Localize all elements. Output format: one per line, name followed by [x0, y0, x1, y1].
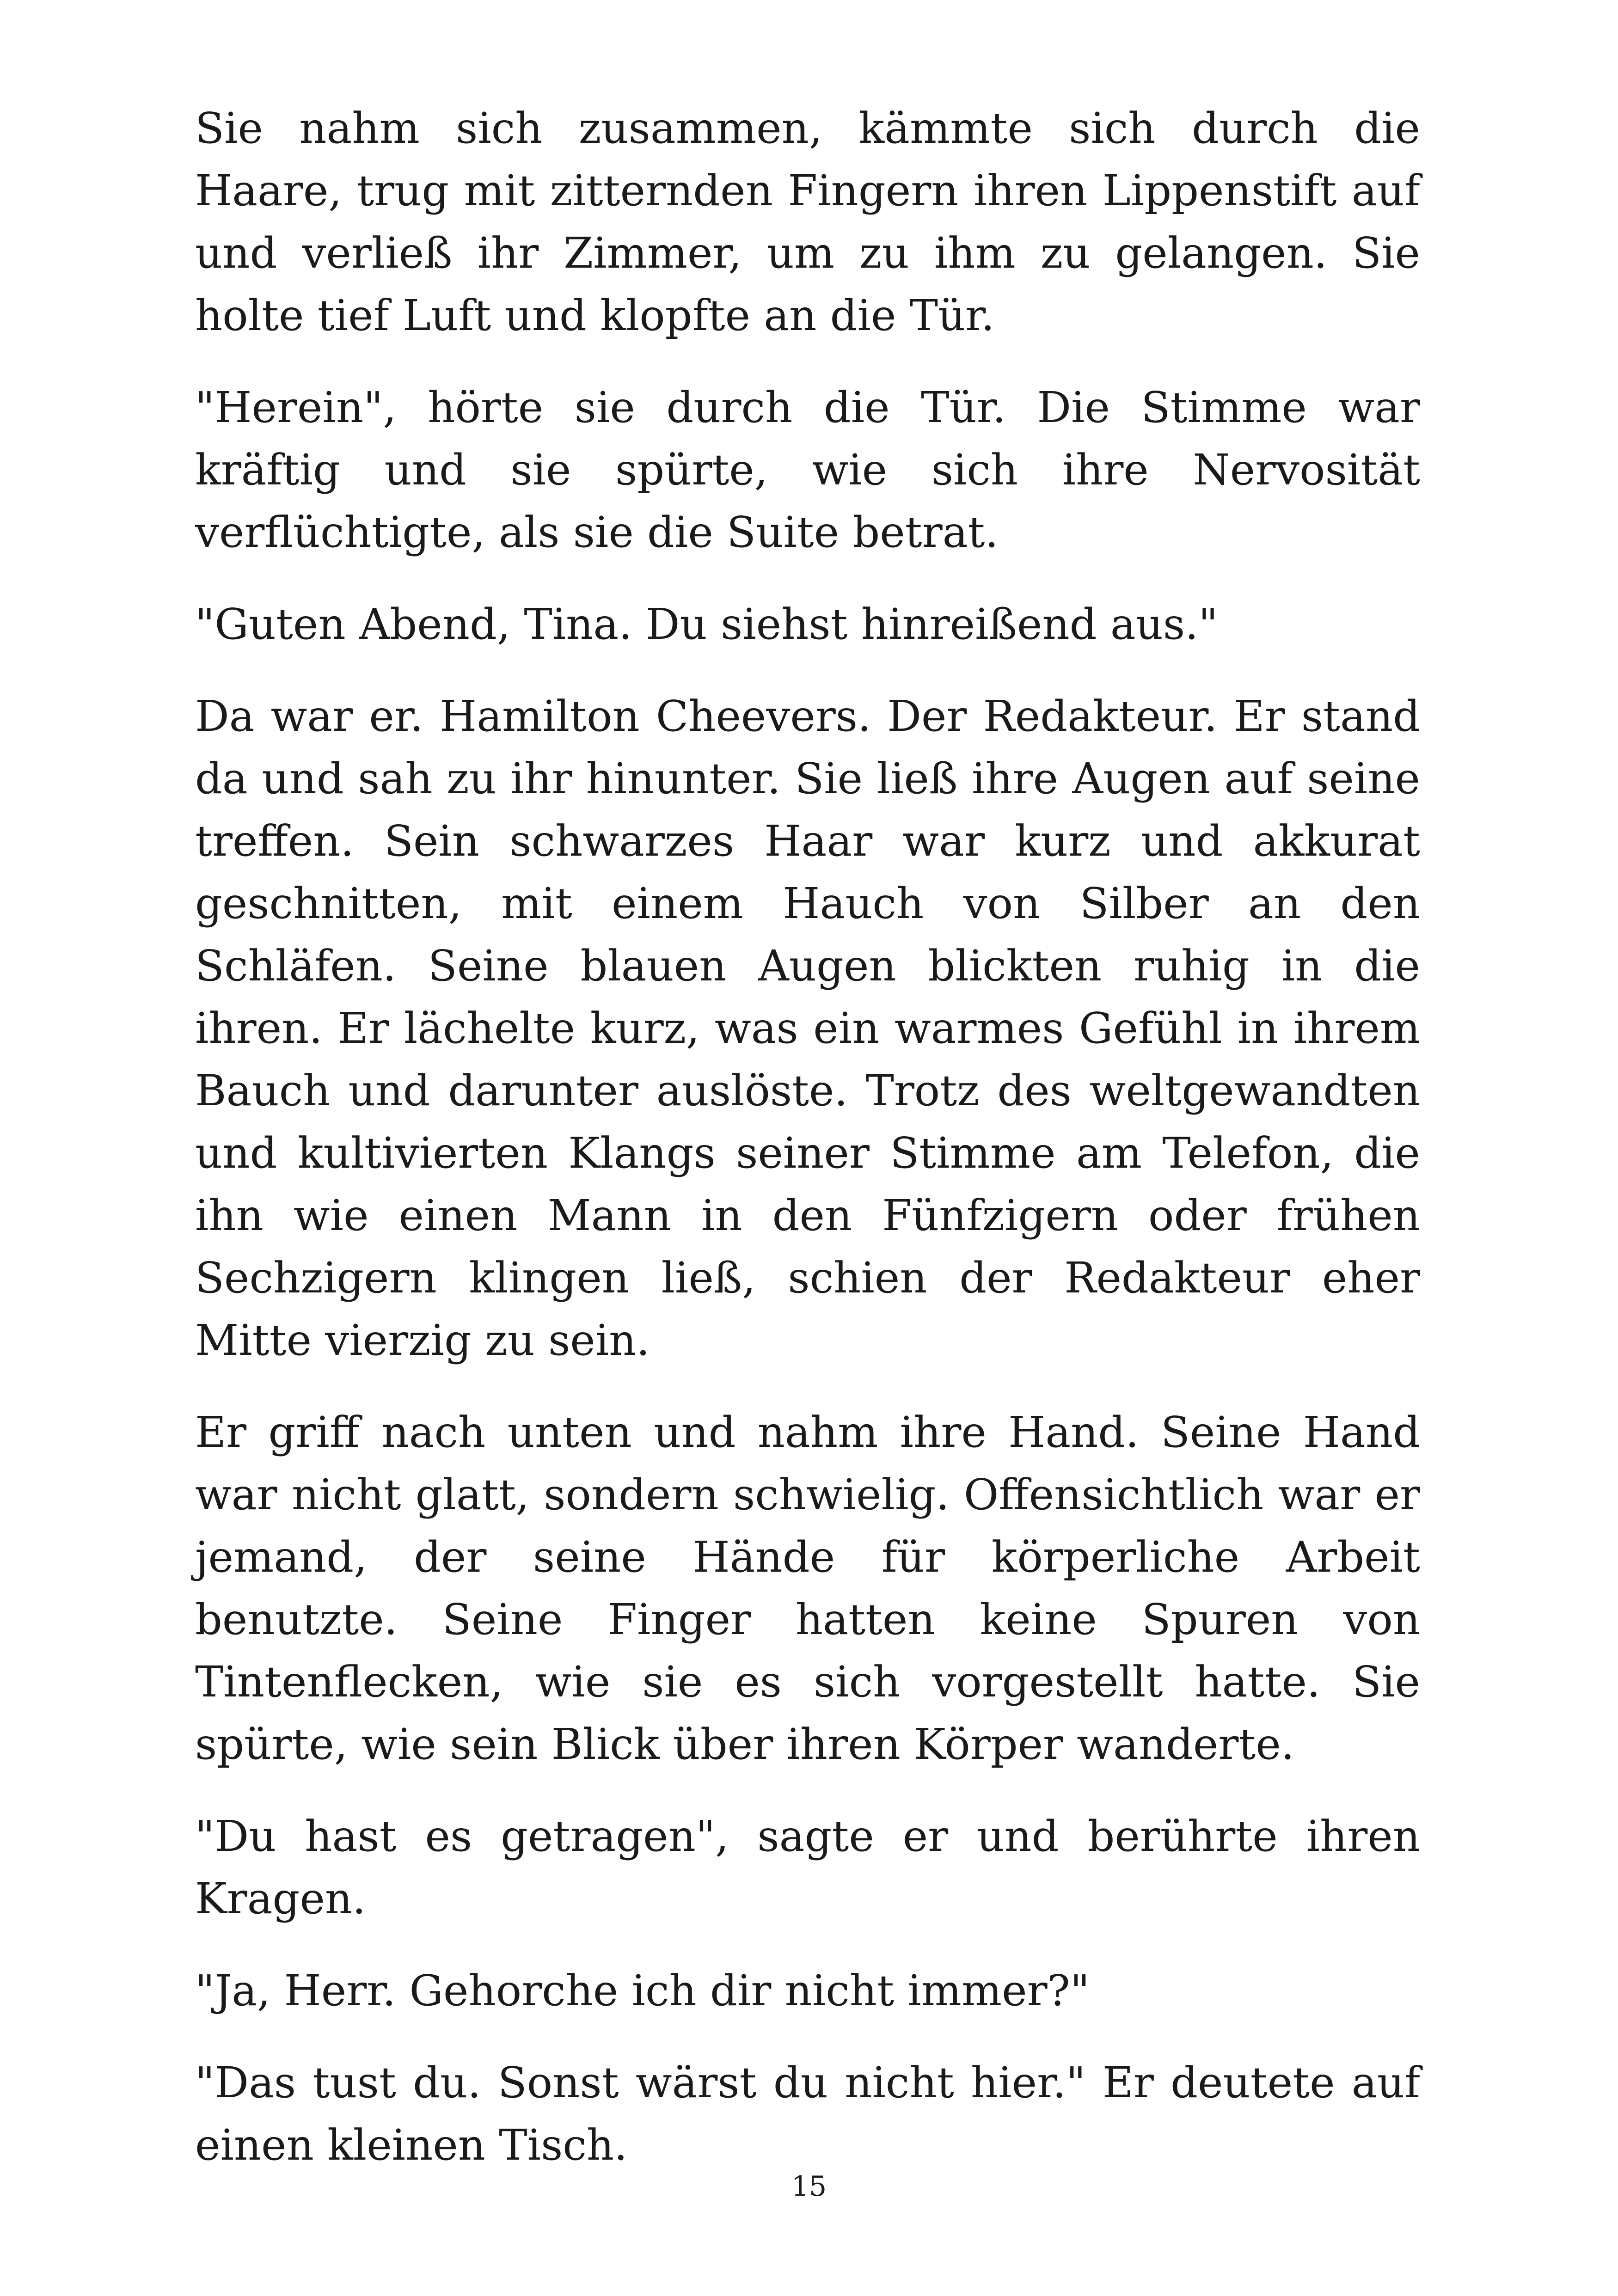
paragraph: Da war er. Hamilton Cheevers. Der Redakteur. Er stand da und sah zu ihr hinunter. Sie ließ ihre Augen auf seine treffen. Sein schwarzes Haar war kurz und akkurat geschnitten, mit einem Hauch von Silber an den Schläfen. Seine blauen Augen blickten ruhig in die ihren. Er lächelte kurz, was ein warmes Gefühl in ihrem Bauch und darunter auslöste. Trotz des weltgewandten und kultivierten Klangs seiner Stimme am Telefon, die ihn wie einen Mann in den Fünfzigern oder frühen Sechzigern klingen ließ, schien der Redakteur eher Mitte vierzig zu sein. [195, 692, 1420, 1365]
page-number: 15 [791, 2170, 827, 2203]
paragraph: Sie nahm sich zusammen, kämmte sich durch die Haare, trug mit zitternden Fingern ihren Lippenstift auf und verließ ihr Zimmer, um zu ihm zu gelangen. Sie holte tief Luft und klopfte an die Tür. [195, 104, 1420, 340]
paragraph: "Herein", hörte sie durch die Tür. Die Stimme war kräftig und sie spürte, wie sich ihre Nervosität verflüchtigte, als sie die Suite betrat. [195, 383, 1420, 557]
paragraph: "Du hast es getragen", sagte er und berührte ihren Kragen. [195, 1812, 1420, 1923]
paragraph: "Das tust du. Sonst wärst du nicht hier." Er deutete auf einen kleinen Tisch. [195, 2058, 1420, 2170]
paragraph: "Guten Abend, Tina. Du siehst hinreißend aus." [195, 600, 1218, 649]
paragraph: Er griff nach unten und nahm ihre Hand. Seine Hand war nicht glatt, sondern schwielig. Offensichtlich war er jemand, der seine Hände für körperliche Arbeit benutzte. Seine Finger hatten keine Spuren von Tintenflecken, wie sie es sich vorgestellt hatte. Sie spürte, wie sein Blick über ihren Körper wanderte. [195, 1408, 1420, 1769]
body-text [195, 97, 1420, 2206]
paragraph: "Ja, Herr. Gehorche ich dir nicht immer?" [195, 1966, 1090, 2015]
